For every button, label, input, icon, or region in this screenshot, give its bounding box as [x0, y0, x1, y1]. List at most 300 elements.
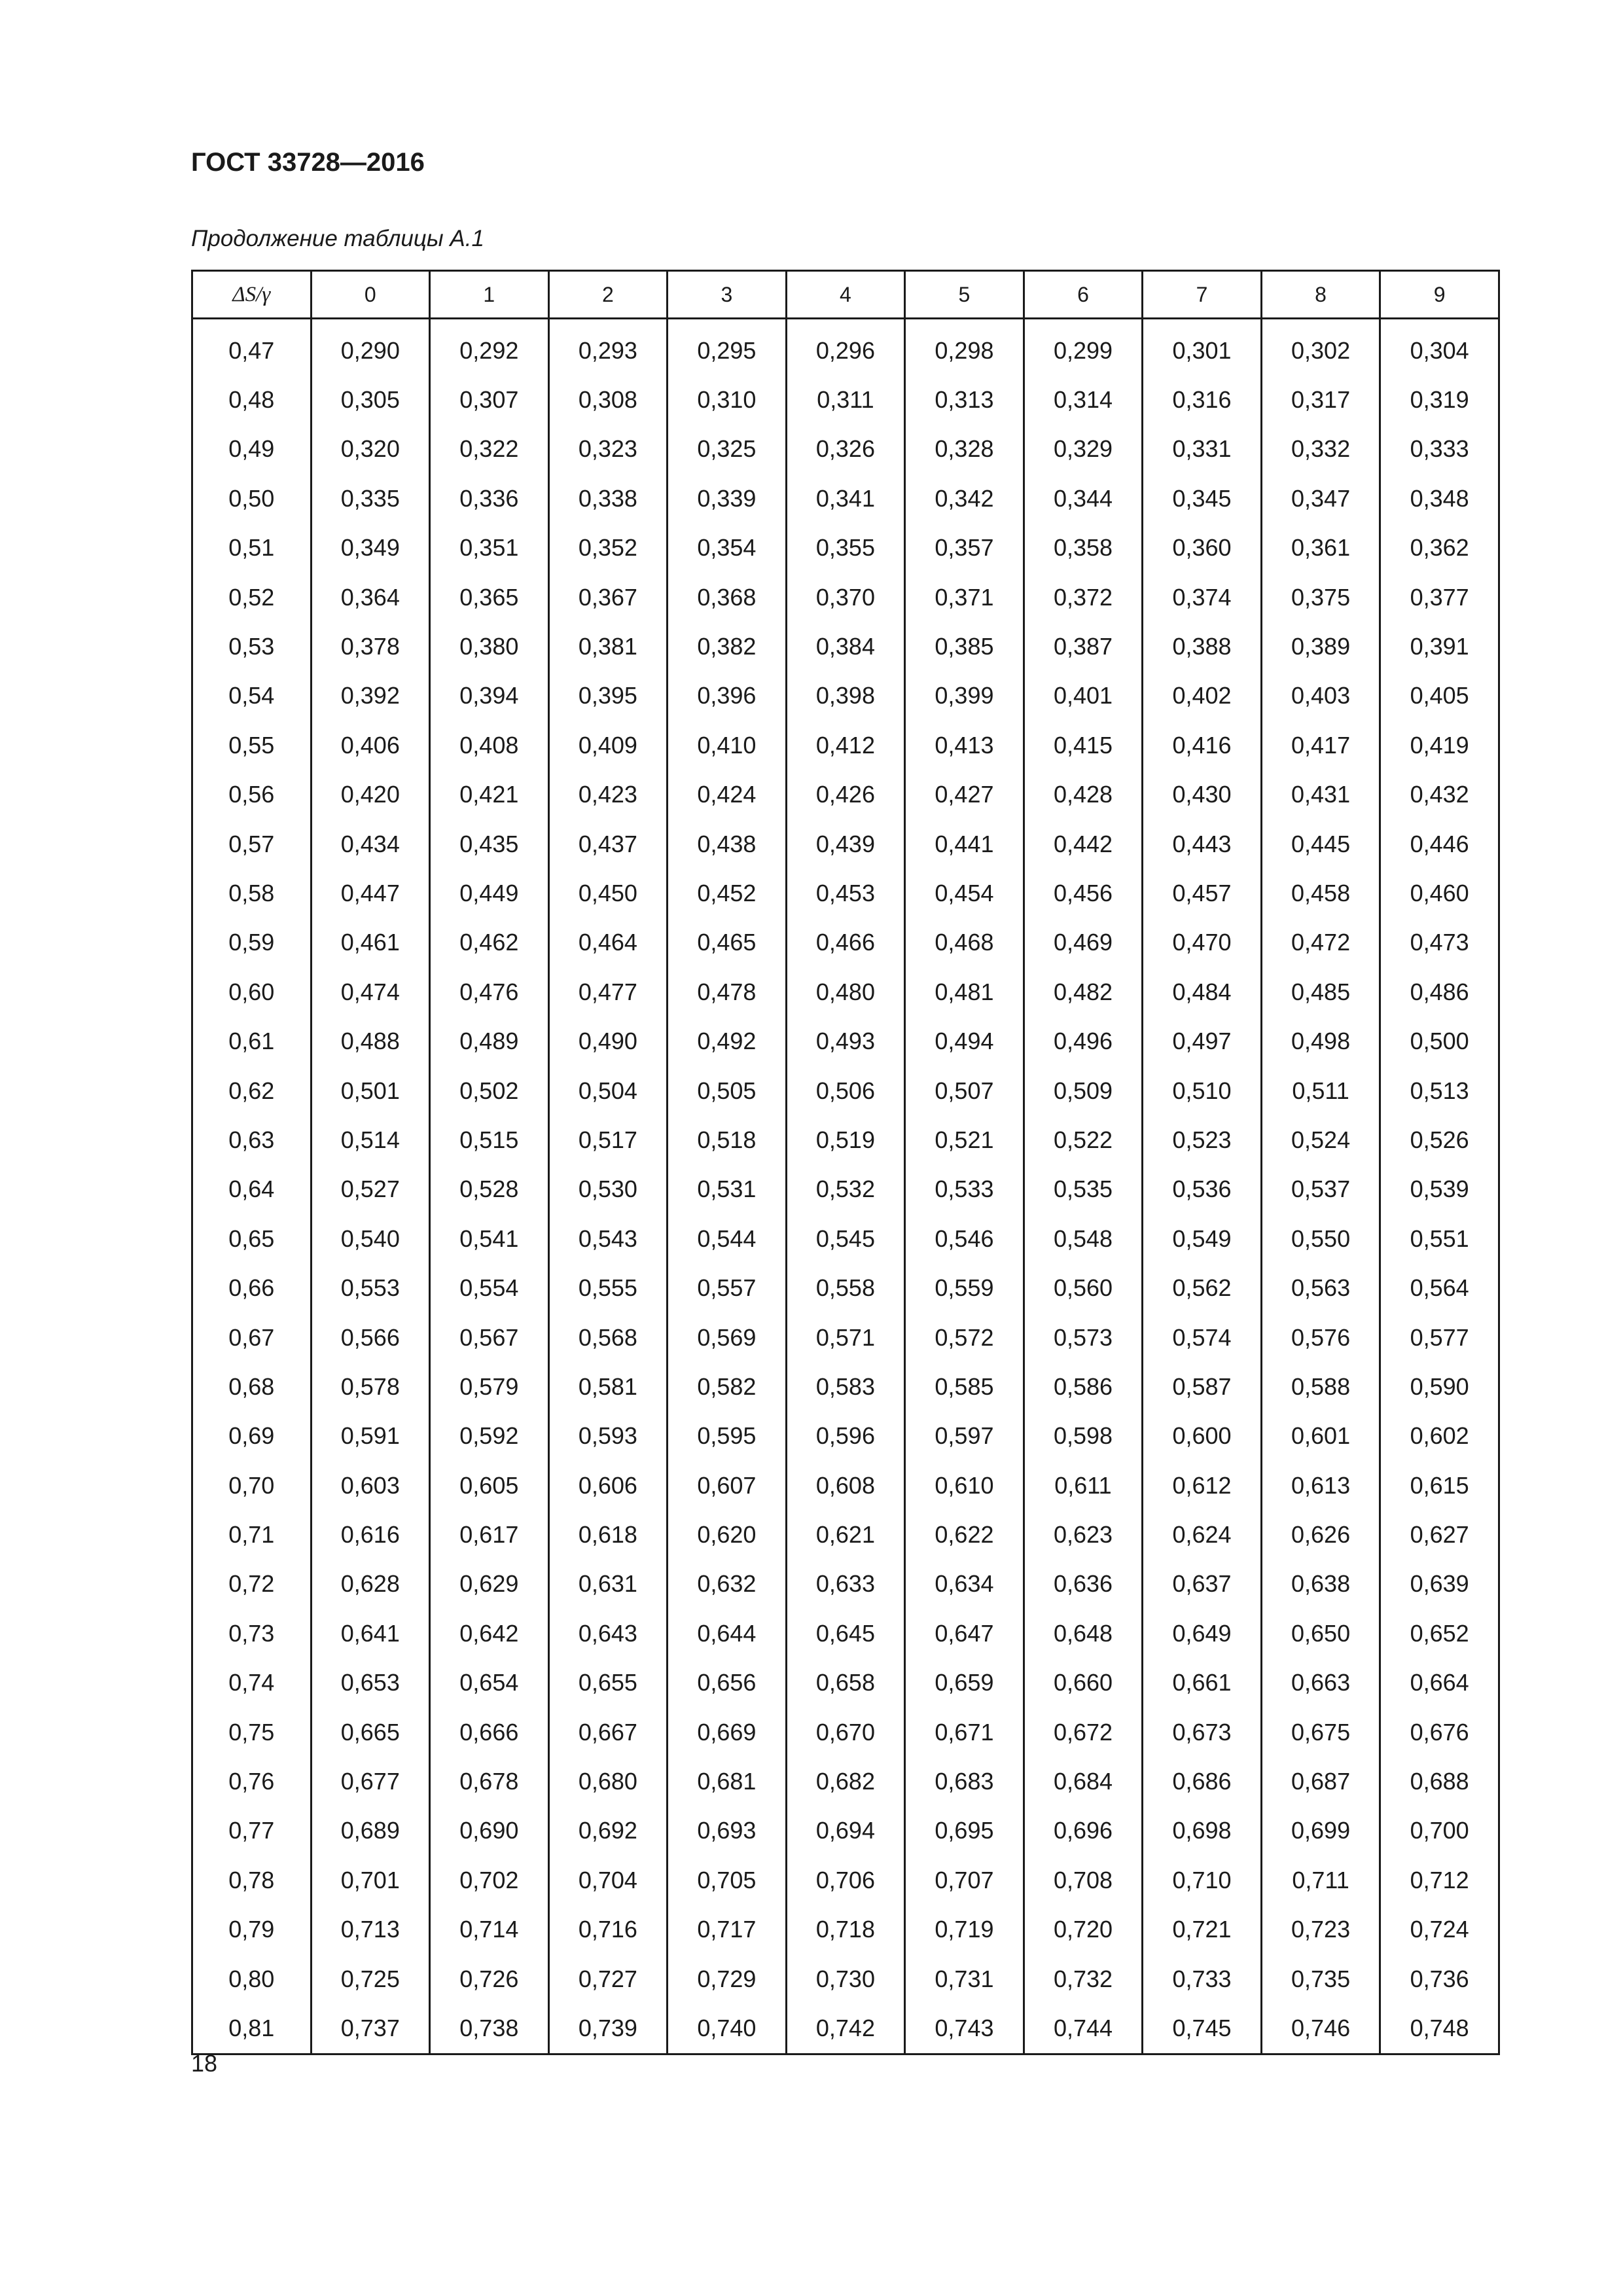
table-row — [192, 319, 1499, 376]
value-cell: 0,736 — [1380, 1954, 1499, 2003]
row-label-cell: 0,68 — [192, 1362, 312, 1411]
table-row — [192, 2003, 1499, 2054]
value-cell: 0,301 — [1143, 319, 1262, 376]
value-cell: 0,667 — [548, 1708, 668, 1757]
value-cell: 0,482 — [1024, 967, 1143, 1016]
value-cell: 0,368 — [668, 573, 787, 622]
value-cell: 0,602 — [1380, 1412, 1499, 1461]
value-cell: 0,456 — [1024, 869, 1143, 918]
value-cell: 0,304 — [1380, 319, 1499, 376]
value-cell: 0,506 — [786, 1066, 905, 1115]
value-cell: 0,349 — [311, 524, 430, 573]
value-cell: 0,536 — [1143, 1165, 1262, 1214]
value-cell: 0,684 — [1024, 1757, 1143, 1806]
value-cell: 0,700 — [1380, 1806, 1499, 1856]
value-cell: 0,305 — [311, 375, 430, 424]
row-label-cell: 0,63 — [192, 1115, 312, 1164]
row-label-cell: 0,50 — [192, 474, 312, 523]
table-row — [192, 967, 1499, 1016]
value-cell: 0,613 — [1261, 1461, 1380, 1510]
value-cell: 0,347 — [1261, 474, 1380, 523]
value-cell: 0,413 — [905, 721, 1024, 770]
value-cell: 0,689 — [311, 1806, 430, 1856]
value-cell: 0,439 — [786, 819, 905, 869]
value-cell: 0,720 — [1024, 1905, 1143, 1954]
value-cell: 0,696 — [1024, 1806, 1143, 1856]
row-label-cell: 0,47 — [192, 319, 312, 376]
value-cell: 0,596 — [786, 1412, 905, 1461]
table-row — [192, 1165, 1499, 1214]
value-cell: 0,597 — [905, 1412, 1024, 1461]
value-cell: 0,441 — [905, 819, 1024, 869]
value-cell: 0,365 — [430, 573, 549, 622]
table-row — [192, 474, 1499, 523]
value-cell: 0,539 — [1380, 1165, 1499, 1214]
table-row — [192, 1313, 1499, 1362]
value-cell: 0,417 — [1261, 721, 1380, 770]
value-cell: 0,412 — [786, 721, 905, 770]
row-label-cell: 0,57 — [192, 819, 312, 869]
table-row — [192, 1362, 1499, 1411]
value-cell: 0,653 — [311, 1659, 430, 1708]
table-row — [192, 1609, 1499, 1658]
value-cell: 0,316 — [1143, 375, 1262, 424]
value-cell: 0,557 — [668, 1263, 787, 1312]
value-cell: 0,694 — [786, 1806, 905, 1856]
value-cell: 0,490 — [548, 1016, 668, 1066]
value-cell: 0,705 — [668, 1856, 787, 1905]
value-cell: 0,473 — [1380, 918, 1499, 967]
value-cell: 0,631 — [548, 1560, 668, 1609]
value-cell: 0,546 — [905, 1214, 1024, 1263]
value-cell: 0,457 — [1143, 869, 1262, 918]
value-cell: 0,647 — [905, 1609, 1024, 1658]
value-cell: 0,442 — [1024, 819, 1143, 869]
value-cell: 0,314 — [1024, 375, 1143, 424]
row-label-cell: 0,75 — [192, 1708, 312, 1757]
table-row — [192, 869, 1499, 918]
table-row — [192, 1510, 1499, 1559]
value-cell: 0,510 — [1143, 1066, 1262, 1115]
value-cell: 0,493 — [786, 1016, 905, 1066]
table-caption: Продолжение таблицы А.1 — [191, 226, 484, 251]
value-cell: 0,292 — [430, 319, 549, 376]
row-label-cell: 0,58 — [192, 869, 312, 918]
value-cell: 0,633 — [786, 1560, 905, 1609]
value-cell: 0,462 — [430, 918, 549, 967]
value-cell: 0,519 — [786, 1115, 905, 1164]
value-cell: 0,437 — [548, 819, 668, 869]
value-cell: 0,729 — [668, 1954, 787, 2003]
value-cell: 0,649 — [1143, 1609, 1262, 1658]
value-cell: 0,713 — [311, 1905, 430, 1954]
value-cell: 0,501 — [311, 1066, 430, 1115]
value-cell: 0,454 — [905, 869, 1024, 918]
value-cell: 0,492 — [668, 1016, 787, 1066]
value-cell: 0,518 — [668, 1115, 787, 1164]
value-cell: 0,718 — [786, 1905, 905, 1954]
value-cell: 0,307 — [430, 375, 549, 424]
value-cell: 0,370 — [786, 573, 905, 622]
table-row — [192, 375, 1499, 424]
row-label-cell: 0,81 — [192, 2003, 312, 2054]
value-cell: 0,432 — [1380, 770, 1499, 819]
value-cell: 0,706 — [786, 1856, 905, 1905]
value-cell: 0,428 — [1024, 770, 1143, 819]
value-cell: 0,421 — [430, 770, 549, 819]
value-cell: 0,313 — [905, 375, 1024, 424]
value-cell: 0,627 — [1380, 1510, 1499, 1559]
value-cell: 0,419 — [1380, 721, 1499, 770]
row-label-cell: 0,72 — [192, 1560, 312, 1609]
value-cell: 0,656 — [668, 1659, 787, 1708]
value-cell: 0,531 — [668, 1165, 787, 1214]
value-cell: 0,605 — [430, 1461, 549, 1510]
value-cell: 0,553 — [311, 1263, 430, 1312]
value-cell: 0,295 — [668, 319, 787, 376]
value-cell: 0,558 — [786, 1263, 905, 1312]
value-cell: 0,328 — [905, 425, 1024, 474]
value-cell: 0,652 — [1380, 1609, 1499, 1658]
value-cell: 0,332 — [1261, 425, 1380, 474]
column-header: 5 — [905, 271, 1024, 319]
row-label-cell: 0,65 — [192, 1214, 312, 1263]
value-cell: 0,676 — [1380, 1708, 1499, 1757]
value-cell: 0,465 — [668, 918, 787, 967]
row-label-cell: 0,74 — [192, 1659, 312, 1708]
row-label-cell: 0,69 — [192, 1412, 312, 1461]
value-cell: 0,612 — [1143, 1461, 1262, 1510]
row-label-cell: 0,80 — [192, 1954, 312, 2003]
value-cell: 0,632 — [668, 1560, 787, 1609]
value-cell: 0,502 — [430, 1066, 549, 1115]
value-cell: 0,325 — [668, 425, 787, 474]
value-cell: 0,509 — [1024, 1066, 1143, 1115]
value-cell: 0,748 — [1380, 2003, 1499, 2054]
value-cell: 0,576 — [1261, 1313, 1380, 1362]
value-cell: 0,504 — [548, 1066, 668, 1115]
value-cell: 0,661 — [1143, 1659, 1262, 1708]
value-cell: 0,396 — [668, 672, 787, 721]
data-table — [191, 270, 1500, 2055]
value-cell: 0,481 — [905, 967, 1024, 1016]
value-cell: 0,579 — [430, 1362, 549, 1411]
value-cell: 0,398 — [786, 672, 905, 721]
value-cell: 0,615 — [1380, 1461, 1499, 1510]
value-cell: 0,598 — [1024, 1412, 1143, 1461]
value-cell: 0,380 — [430, 622, 549, 671]
value-cell: 0,716 — [548, 1905, 668, 1954]
value-cell: 0,606 — [548, 1461, 668, 1510]
value-cell: 0,409 — [548, 721, 668, 770]
value-cell: 0,610 — [905, 1461, 1024, 1510]
value-cell: 0,645 — [786, 1609, 905, 1658]
value-cell: 0,528 — [430, 1165, 549, 1214]
value-cell: 0,739 — [548, 2003, 668, 2054]
value-cell: 0,480 — [786, 967, 905, 1016]
value-cell: 0,626 — [1261, 1510, 1380, 1559]
value-cell: 0,354 — [668, 524, 787, 573]
table-row — [192, 672, 1499, 721]
value-cell: 0,496 — [1024, 1016, 1143, 1066]
table-body — [192, 319, 1499, 2054]
value-cell: 0,693 — [668, 1806, 787, 1856]
table-row — [192, 1412, 1499, 1461]
value-cell: 0,378 — [311, 622, 430, 671]
value-cell: 0,730 — [786, 1954, 905, 2003]
value-cell: 0,336 — [430, 474, 549, 523]
value-cell: 0,453 — [786, 869, 905, 918]
value-cell: 0,745 — [1143, 2003, 1262, 2054]
value-cell: 0,355 — [786, 524, 905, 573]
row-label-cell: 0,48 — [192, 375, 312, 424]
value-cell: 0,320 — [311, 425, 430, 474]
value-cell: 0,673 — [1143, 1708, 1262, 1757]
value-cell: 0,477 — [548, 967, 668, 1016]
value-cell: 0,293 — [548, 319, 668, 376]
value-cell: 0,549 — [1143, 1214, 1262, 1263]
value-cell: 0,588 — [1261, 1362, 1380, 1411]
value-cell: 0,338 — [548, 474, 668, 523]
value-cell: 0,678 — [430, 1757, 549, 1806]
value-cell: 0,443 — [1143, 819, 1262, 869]
table-row — [192, 622, 1499, 671]
value-cell: 0,311 — [786, 375, 905, 424]
value-cell: 0,435 — [430, 819, 549, 869]
value-cell: 0,401 — [1024, 672, 1143, 721]
value-cell: 0,361 — [1261, 524, 1380, 573]
value-cell: 0,406 — [311, 721, 430, 770]
value-cell: 0,329 — [1024, 425, 1143, 474]
value-cell: 0,438 — [668, 819, 787, 869]
row-label-cell: 0,60 — [192, 967, 312, 1016]
value-cell: 0,472 — [1261, 918, 1380, 967]
value-cell: 0,572 — [905, 1313, 1024, 1362]
value-cell: 0,654 — [430, 1659, 549, 1708]
value-cell: 0,535 — [1024, 1165, 1143, 1214]
column-header: 9 — [1380, 271, 1499, 319]
value-cell: 0,622 — [905, 1510, 1024, 1559]
value-cell: 0,687 — [1261, 1757, 1380, 1806]
value-cell: 0,732 — [1024, 1954, 1143, 2003]
value-cell: 0,593 — [548, 1412, 668, 1461]
header-row — [192, 271, 1499, 319]
value-cell: 0,377 — [1380, 573, 1499, 622]
table-header — [192, 271, 1499, 319]
value-cell: 0,408 — [430, 721, 549, 770]
value-cell: 0,460 — [1380, 869, 1499, 918]
value-cell: 0,341 — [786, 474, 905, 523]
document-header-title: ГОСТ 33728—2016 — [191, 148, 425, 177]
value-cell: 0,488 — [311, 1016, 430, 1066]
value-cell: 0,670 — [786, 1708, 905, 1757]
value-cell: 0,452 — [668, 869, 787, 918]
row-label-cell: 0,59 — [192, 918, 312, 967]
row-label-cell: 0,56 — [192, 770, 312, 819]
value-cell: 0,489 — [430, 1016, 549, 1066]
value-cell: 0,629 — [430, 1560, 549, 1609]
value-cell: 0,681 — [668, 1757, 787, 1806]
value-cell: 0,566 — [311, 1313, 430, 1362]
value-cell: 0,562 — [1143, 1263, 1262, 1312]
value-cell: 0,522 — [1024, 1115, 1143, 1164]
value-cell: 0,695 — [905, 1806, 1024, 1856]
value-cell: 0,655 — [548, 1659, 668, 1708]
table-row — [192, 819, 1499, 869]
value-cell: 0,382 — [668, 622, 787, 671]
value-cell: 0,616 — [311, 1510, 430, 1559]
value-cell: 0,333 — [1380, 425, 1499, 474]
row-label-cell: 0,64 — [192, 1165, 312, 1214]
value-cell: 0,424 — [668, 770, 787, 819]
value-cell: 0,648 — [1024, 1609, 1143, 1658]
value-cell: 0,555 — [548, 1263, 668, 1312]
value-cell: 0,470 — [1143, 918, 1262, 967]
value-cell: 0,364 — [311, 573, 430, 622]
table-row — [192, 425, 1499, 474]
value-cell: 0,541 — [430, 1214, 549, 1263]
value-cell: 0,723 — [1261, 1905, 1380, 1954]
value-cell: 0,360 — [1143, 524, 1262, 573]
value-cell: 0,399 — [905, 672, 1024, 721]
column-header: 4 — [786, 271, 905, 319]
value-cell: 0,375 — [1261, 573, 1380, 622]
value-cell: 0,537 — [1261, 1165, 1380, 1214]
value-cell: 0,620 — [668, 1510, 787, 1559]
row-label-cell: 0,67 — [192, 1313, 312, 1362]
value-cell: 0,592 — [430, 1412, 549, 1461]
value-cell: 0,416 — [1143, 721, 1262, 770]
row-label-cell: 0,78 — [192, 1856, 312, 1905]
value-cell: 0,449 — [430, 869, 549, 918]
table-row — [192, 573, 1499, 622]
value-cell: 0,469 — [1024, 918, 1143, 967]
value-cell: 0,618 — [548, 1510, 668, 1559]
value-cell: 0,688 — [1380, 1757, 1499, 1806]
column-header: 3 — [668, 271, 787, 319]
value-cell: 0,387 — [1024, 622, 1143, 671]
value-cell: 0,642 — [430, 1609, 549, 1658]
value-cell: 0,486 — [1380, 967, 1499, 1016]
value-cell: 0,458 — [1261, 869, 1380, 918]
row-label-cell: 0,55 — [192, 721, 312, 770]
value-cell: 0,302 — [1261, 319, 1380, 376]
value-cell: 0,569 — [668, 1313, 787, 1362]
value-cell: 0,402 — [1143, 672, 1262, 721]
value-cell: 0,323 — [548, 425, 668, 474]
value-cell: 0,568 — [548, 1313, 668, 1362]
value-cell: 0,298 — [905, 319, 1024, 376]
value-cell: 0,590 — [1380, 1362, 1499, 1411]
table-row — [192, 1560, 1499, 1609]
value-cell: 0,476 — [430, 967, 549, 1016]
value-cell: 0,466 — [786, 918, 905, 967]
value-cell: 0,638 — [1261, 1560, 1380, 1609]
value-cell: 0,725 — [311, 1954, 430, 2003]
value-cell: 0,494 — [905, 1016, 1024, 1066]
value-cell: 0,607 — [668, 1461, 787, 1510]
value-cell: 0,498 — [1261, 1016, 1380, 1066]
value-cell: 0,644 — [668, 1609, 787, 1658]
value-cell: 0,521 — [905, 1115, 1024, 1164]
value-cell: 0,665 — [311, 1708, 430, 1757]
value-cell: 0,299 — [1024, 319, 1143, 376]
value-cell: 0,611 — [1024, 1461, 1143, 1510]
value-cell: 0,637 — [1143, 1560, 1262, 1609]
value-cell: 0,392 — [311, 672, 430, 721]
value-cell: 0,342 — [905, 474, 1024, 523]
value-cell: 0,683 — [905, 1757, 1024, 1806]
value-cell: 0,726 — [430, 1954, 549, 2003]
column-header: 0 — [311, 271, 430, 319]
table-row — [192, 1856, 1499, 1905]
value-cell: 0,351 — [430, 524, 549, 573]
value-cell: 0,335 — [311, 474, 430, 523]
value-cell: 0,595 — [668, 1412, 787, 1461]
value-cell: 0,617 — [430, 1510, 549, 1559]
row-label-cell: 0,79 — [192, 1905, 312, 1954]
value-cell: 0,671 — [905, 1708, 1024, 1757]
value-cell: 0,666 — [430, 1708, 549, 1757]
table-row — [192, 1461, 1499, 1510]
value-cell: 0,721 — [1143, 1905, 1262, 1954]
value-cell: 0,322 — [430, 425, 549, 474]
value-cell: 0,420 — [311, 770, 430, 819]
value-cell: 0,710 — [1143, 1856, 1262, 1905]
value-cell: 0,514 — [311, 1115, 430, 1164]
value-cell: 0,650 — [1261, 1609, 1380, 1658]
value-cell: 0,582 — [668, 1362, 787, 1411]
value-cell: 0,660 — [1024, 1659, 1143, 1708]
column-header: 2 — [548, 271, 668, 319]
value-cell: 0,544 — [668, 1214, 787, 1263]
value-cell: 0,372 — [1024, 573, 1143, 622]
value-cell: 0,738 — [430, 2003, 549, 2054]
value-cell: 0,515 — [430, 1115, 549, 1164]
value-cell: 0,497 — [1143, 1016, 1262, 1066]
value-cell: 0,530 — [548, 1165, 668, 1214]
column-header: 1 — [430, 271, 549, 319]
value-cell: 0,669 — [668, 1708, 787, 1757]
value-cell: 0,686 — [1143, 1757, 1262, 1806]
value-cell: 0,586 — [1024, 1362, 1143, 1411]
value-cell: 0,621 — [786, 1510, 905, 1559]
value-cell: 0,426 — [786, 770, 905, 819]
value-cell: 0,403 — [1261, 672, 1380, 721]
value-cell: 0,733 — [1143, 1954, 1262, 2003]
value-cell: 0,675 — [1261, 1708, 1380, 1757]
value-cell: 0,500 — [1380, 1016, 1499, 1066]
row-label-cell: 0,51 — [192, 524, 312, 573]
table-row — [192, 1905, 1499, 1954]
value-cell: 0,296 — [786, 319, 905, 376]
value-cell: 0,643 — [548, 1609, 668, 1658]
value-cell: 0,702 — [430, 1856, 549, 1905]
value-cell: 0,326 — [786, 425, 905, 474]
value-cell: 0,548 — [1024, 1214, 1143, 1263]
table-row — [192, 721, 1499, 770]
value-cell: 0,381 — [548, 622, 668, 671]
value-cell: 0,447 — [311, 869, 430, 918]
value-cell: 0,550 — [1261, 1214, 1380, 1263]
value-cell: 0,371 — [905, 573, 1024, 622]
table-row — [192, 770, 1499, 819]
value-cell: 0,573 — [1024, 1313, 1143, 1362]
value-cell: 0,391 — [1380, 622, 1499, 671]
value-cell: 0,348 — [1380, 474, 1499, 523]
value-cell: 0,405 — [1380, 672, 1499, 721]
value-cell: 0,591 — [311, 1412, 430, 1461]
